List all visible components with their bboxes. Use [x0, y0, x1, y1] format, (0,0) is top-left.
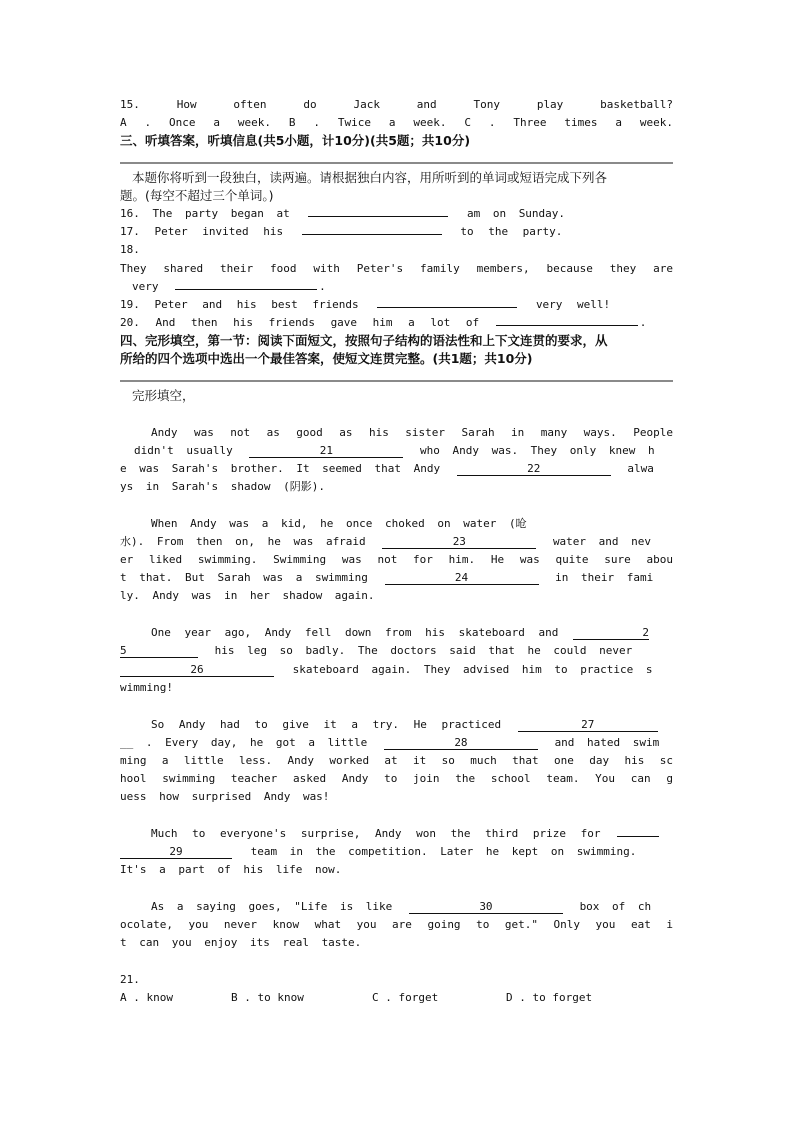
- p3-text-a: One year ago, Andy fell down from his skateboard and: [151, 626, 559, 639]
- p2-line-2: [120, 534, 673, 550]
- p6-text-a: As a saying goes, "Life is like: [151, 900, 393, 913]
- q20-prefix: 20. And then his friends gave him a lot of: [120, 316, 480, 329]
- blank-29[interactable]: 29: [120, 845, 232, 859]
- blank-28[interactable]: 28: [384, 736, 538, 750]
- q20-line: [120, 315, 673, 331]
- p5-line-3: It's a part of his life now.: [120, 863, 342, 876]
- q18-line-2: [132, 279, 685, 295]
- p3-line-1: [151, 625, 704, 641]
- p5-text-a: Much to everyone's surprise, Andy won the third prize for: [151, 827, 601, 840]
- q17-prefix: 17. Peter invited his: [120, 225, 284, 238]
- q18-number: 18.: [120, 243, 140, 256]
- p1-text-a: didn't usually: [134, 444, 233, 457]
- p4-text-a: So Andy had to give it a try. He practiced: [151, 718, 502, 731]
- blank-24[interactable]: 24: [385, 571, 539, 585]
- p1-text-d: alwa: [627, 462, 654, 475]
- p1-text-b: who Andy was. They only knew h: [419, 444, 655, 457]
- p4-line-5: uess how surprised Andy was!: [120, 790, 330, 803]
- q18-suffix: .: [319, 280, 326, 293]
- q21-option-c[interactable]: C . forget: [372, 991, 439, 1004]
- p4-text-b: __ . Every day, he got a little: [120, 736, 368, 749]
- p2-line-5: ly. Andy was in her shadow again.: [120, 589, 375, 602]
- q16-suffix: am on Sunday.: [466, 207, 566, 220]
- p4-line-2: [120, 735, 673, 751]
- q19-line: [120, 297, 673, 313]
- p1-line-1: Andy was not as good as his sister Sarah in many ways. People: [151, 426, 673, 439]
- p3-text-c: skateboard again. They advised him to practice s: [292, 663, 653, 676]
- blank-25-end[interactable]: 5: [120, 644, 198, 658]
- q17-suffix: to the party.: [460, 225, 563, 238]
- section3-divider: [120, 162, 673, 164]
- p3-text-b: his leg so badly. The doctors said that he could never: [214, 644, 633, 657]
- q15-question: 15. How often do Jack and Tony play basketball?: [120, 98, 673, 111]
- blank-30[interactable]: 30: [409, 900, 563, 914]
- q18-line-1: They shared their food with Peter's family members, because they are: [120, 262, 673, 275]
- section3-instruction-2: 题。(每空不超过三个单词。): [120, 188, 274, 203]
- q15-options: A . Once a week. B . Twice a week. C . Three times a week.: [120, 116, 673, 129]
- q18-prefix: very: [132, 280, 159, 293]
- section4-heading-1: 四、完形填空，第一节：阅读下面短文，按照句子结构的语法性和上下文连贯的要求，从: [120, 333, 608, 348]
- p4-line-3: ming a little less. Andy worked at it so much that one day his sc: [120, 754, 673, 767]
- blank-23[interactable]: 23: [382, 535, 536, 549]
- p3-line-3: [120, 662, 673, 678]
- q19-blank[interactable]: [377, 307, 517, 308]
- q20-suffix: .: [639, 316, 647, 329]
- blank-27[interactable]: 27: [518, 718, 658, 732]
- q19-suffix: very well!: [535, 298, 611, 311]
- section3-heading: 三、听填答案，听填信息(共5小题，计10分)(共5题；共10分): [120, 133, 471, 148]
- p6-line-2: ocolate, you never know what you are going to get." Only you eat i: [120, 918, 673, 931]
- p2-text-a: 水). From then on, he was afraid: [120, 535, 366, 548]
- p4-text-c: and hated swim: [554, 736, 660, 749]
- p6-text-b: box of ch: [579, 900, 652, 913]
- q16-line: [120, 206, 673, 222]
- p2-text-b: water and nev: [552, 535, 652, 548]
- p6-line-3: t can you enjoy its real taste.: [120, 936, 362, 949]
- q21-option-d[interactable]: D . to forget: [506, 991, 593, 1004]
- q16-prefix: 16. The party began at: [120, 207, 290, 220]
- p4-line-4: hool swimming teacher asked Andy to join the school team. You can g: [120, 772, 673, 785]
- p2-line-3: er liked swimming. Swimming was not for him. He was quite sure abou: [120, 553, 673, 566]
- p2-text-c: t that. But Sarah was a swimming: [120, 571, 368, 584]
- p2-line-4: [120, 570, 673, 586]
- p3-line-4: wimming!: [120, 681, 173, 694]
- p2-line-1: When Andy was a kid, he once choked on water (呛: [151, 517, 527, 530]
- blank-26[interactable]: 26: [120, 663, 274, 677]
- p3-line-2: [120, 643, 673, 659]
- q16-blank[interactable]: [308, 216, 448, 217]
- cloze-title: 完形填空，: [132, 388, 195, 403]
- section4-heading-2: 所给的四个选项中选出一个最佳答案，使短文连贯完整。(共1题；共10分): [120, 351, 533, 366]
- p4-line-1: [151, 717, 704, 733]
- p6-line-1: [151, 899, 704, 915]
- q21-option-a[interactable]: A . know: [120, 991, 173, 1004]
- p5-text-b: team in the competition. Later he kept on swimming.: [250, 845, 637, 858]
- q20-blank[interactable]: [496, 325, 638, 326]
- p5-line-1: [151, 826, 704, 842]
- blank-22[interactable]: 22: [457, 462, 611, 476]
- blank-25-start[interactable]: 2: [573, 626, 649, 640]
- p5-line-2: [120, 844, 673, 860]
- q21-number: 21.: [120, 973, 140, 986]
- p1-text-c: e was Sarah's brother. It seemed that Andy: [120, 462, 441, 475]
- p1-line-3: [120, 461, 673, 477]
- q21-option-b[interactable]: B . to know: [231, 991, 304, 1004]
- p1-line-4: ys in Sarah's shadow (阴影).: [120, 480, 325, 493]
- q17-line: [120, 224, 673, 240]
- p1-line-2: [120, 443, 673, 459]
- blank-29-start[interactable]: [617, 836, 659, 837]
- section3-instruction-1: 本题你将听到一段独白，读两遍。请根据独白内容，用所听到的单词或短语完成下列各: [132, 170, 608, 185]
- q18-blank[interactable]: [175, 289, 317, 290]
- section4-divider: [120, 380, 673, 382]
- q19-prefix: 19. Peter and his best friends: [120, 298, 359, 311]
- p2-text-d: in their fami: [555, 571, 654, 584]
- q17-blank[interactable]: [302, 234, 442, 235]
- blank-21[interactable]: 21: [249, 444, 403, 458]
